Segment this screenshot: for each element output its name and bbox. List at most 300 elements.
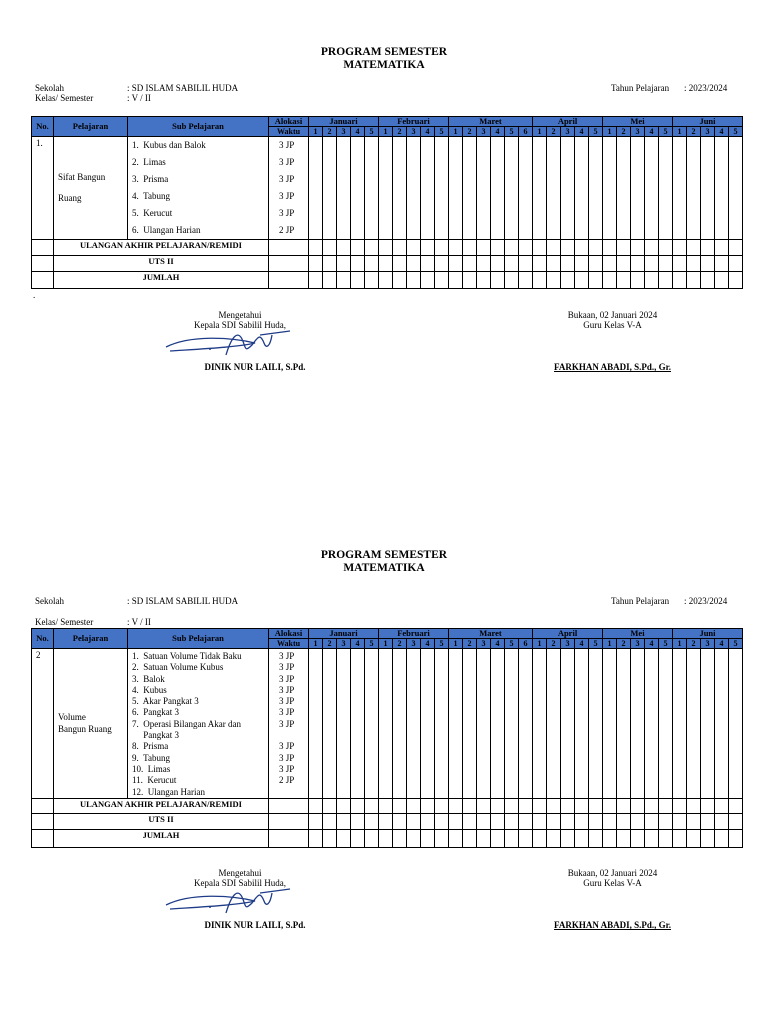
footer-cell	[477, 798, 491, 813]
header-week: 1	[673, 639, 687, 649]
pelajaran-line: Sifat Bangun	[58, 172, 106, 182]
alokasi-value: 3 JP	[279, 718, 295, 729]
week-cell	[463, 649, 477, 799]
footer-cell	[449, 240, 463, 256]
footer-cell	[533, 240, 547, 256]
footer-cell	[477, 256, 491, 272]
header-week: 1	[449, 127, 463, 137]
footer-cell	[323, 829, 337, 847]
header-no: No.	[32, 117, 54, 137]
week-cell	[617, 137, 631, 240]
footer-cell	[701, 829, 715, 847]
footer-cell	[603, 798, 617, 813]
header-week: 1	[309, 639, 323, 649]
footer-cell	[309, 829, 323, 847]
footer-cell	[645, 813, 659, 829]
program-subtitle: MATEMATIKA	[343, 562, 425, 574]
header-week: 4	[351, 639, 365, 649]
footer-cell	[729, 240, 743, 256]
footer-cell	[617, 272, 631, 289]
kelas-label: Kelas/ Semester	[35, 93, 94, 103]
alokasi-value: 3 JP	[279, 191, 295, 201]
header-week: 3	[631, 639, 645, 649]
week-cell	[379, 137, 393, 240]
footer-cell	[505, 829, 519, 847]
week-cell	[449, 137, 463, 240]
sub-pelajaran-item: Pangkat 3	[132, 730, 179, 741]
footer-cell	[715, 829, 729, 847]
header-week: 1	[309, 127, 323, 137]
footer-cell	[393, 798, 407, 813]
footer-cell	[631, 256, 645, 272]
header-week: 6	[519, 127, 533, 137]
week-cell	[715, 649, 729, 799]
footer-cell	[715, 240, 729, 256]
footer-cell	[547, 813, 561, 829]
footer-cell	[631, 829, 645, 847]
header-week: 3	[701, 639, 715, 649]
footer-cell	[659, 240, 673, 256]
header-month: Februari	[379, 629, 449, 639]
header-week: 4	[715, 639, 729, 649]
footer-cell	[491, 256, 505, 272]
header-week: 1	[603, 639, 617, 649]
footer-cell	[337, 256, 351, 272]
program-subtitle: MATEMATIKA	[343, 59, 425, 71]
footer-cell	[351, 272, 365, 289]
header-week: 5	[435, 127, 449, 137]
header-week: 3	[407, 127, 421, 137]
footer-cell	[575, 272, 589, 289]
header-week: 4	[491, 127, 505, 137]
footer-cell	[547, 798, 561, 813]
header-week: 1	[603, 127, 617, 137]
footer-cell	[589, 256, 603, 272]
header-week: 5	[435, 639, 449, 649]
footer-row-label: JUMLAH	[54, 272, 269, 289]
sig-left-name: DINIK NUR LAILI, S.Pd.	[204, 362, 306, 372]
week-cell	[547, 137, 561, 240]
footer-cell	[379, 829, 393, 847]
footer-cell	[505, 240, 519, 256]
footer-cell	[589, 240, 603, 256]
tahun-value: : 2023/2024	[684, 596, 728, 606]
sub-pelajaran-item: 7. Operasi Bilangan Akar dan	[132, 718, 241, 729]
footer-cell	[715, 813, 729, 829]
header-pelajaran: Pelajaran	[54, 117, 128, 137]
week-cell	[701, 649, 715, 799]
footer-cell	[603, 813, 617, 829]
footer-cell	[269, 272, 309, 289]
signature-drawing	[160, 883, 300, 919]
footer-cell	[701, 240, 715, 256]
header-week: 1	[533, 639, 547, 649]
header-week: 2	[547, 127, 561, 137]
footer-cell	[575, 829, 589, 847]
footer-cell	[309, 272, 323, 289]
footer-cell	[269, 256, 309, 272]
kelas-value: : V / II	[127, 93, 151, 103]
footer-cell	[519, 813, 533, 829]
sub-pelajaran-cell	[128, 137, 269, 240]
footer-cell	[533, 813, 547, 829]
footer-cell	[505, 813, 519, 829]
footer-cell	[505, 272, 519, 289]
sig-right-name: FARKHAN ABADI, S.Pd., Gr.	[553, 920, 671, 930]
sig-right-place-date: Bukaan, 02 Januari 2024	[567, 868, 658, 878]
week-cell	[477, 137, 491, 240]
footer-cell	[379, 272, 393, 289]
footer-cell	[687, 829, 701, 847]
footer-cell	[645, 240, 659, 256]
week-cell	[309, 137, 323, 240]
footer-row-label: UTS II	[54, 813, 269, 829]
header-week: 5	[365, 639, 379, 649]
header-week: 1	[673, 127, 687, 137]
header-month: Februari	[379, 117, 449, 127]
footer-cell	[323, 240, 337, 256]
header-week: 1	[533, 127, 547, 137]
footer-cell	[435, 240, 449, 256]
footer-cell	[645, 272, 659, 289]
week-cell	[673, 137, 687, 240]
header-week: 2	[463, 127, 477, 137]
footer-blank	[32, 829, 54, 847]
sig-left-caption: Mengetahui	[218, 310, 262, 320]
week-cell	[659, 649, 673, 799]
footer-cell	[729, 272, 743, 289]
footer-cell	[421, 829, 435, 847]
week-cell	[407, 649, 421, 799]
footer-cell	[715, 798, 729, 813]
header-week: 5	[659, 127, 673, 137]
tahun-label: Tahun Pelajaran	[611, 596, 670, 606]
footer-cell	[365, 272, 379, 289]
footer-cell	[449, 813, 463, 829]
footer-cell	[435, 272, 449, 289]
footer-cell	[659, 256, 673, 272]
week-cell	[687, 649, 701, 799]
sub-pelajaran-item: 11. Kerucut	[132, 775, 177, 786]
footer-cell	[407, 256, 421, 272]
week-cell	[631, 649, 645, 799]
footer-cell	[477, 829, 491, 847]
week-cell	[533, 137, 547, 240]
week-cell	[589, 649, 603, 799]
kelas-value: : V / II	[127, 617, 151, 627]
footer-cell	[435, 256, 449, 272]
alokasi-value: 3 JP	[279, 208, 295, 218]
week-cell	[603, 649, 617, 799]
header-week: 4	[421, 127, 435, 137]
footer-blank	[32, 798, 54, 813]
footer-cell	[519, 272, 533, 289]
footer-cell	[351, 798, 365, 813]
header-sub-pelajaran: Sub Pelajaran	[128, 117, 269, 137]
sig-left-role: Kepala SDI Sabilil Huda,	[194, 320, 286, 330]
pelajaran-cell	[54, 649, 128, 799]
footer-blank	[32, 256, 54, 272]
footer-cell	[435, 813, 449, 829]
footer-cell	[505, 256, 519, 272]
header-month: April	[533, 629, 603, 639]
footer-cell	[575, 256, 589, 272]
footer-cell	[729, 813, 743, 829]
footer-cell	[519, 240, 533, 256]
alokasi-value: 3 JP	[279, 696, 295, 707]
header-month: Maret	[449, 117, 533, 127]
footer-cell	[365, 813, 379, 829]
footer-cell	[561, 813, 575, 829]
week-cell	[519, 137, 533, 240]
week-cell	[309, 649, 323, 799]
header-month: Januari	[309, 117, 379, 127]
footer-cell	[269, 813, 309, 829]
footer-cell	[435, 798, 449, 813]
footer-cell	[701, 798, 715, 813]
pelajaran-line: Bangun Ruang	[58, 724, 112, 735]
week-cell	[603, 137, 617, 240]
header-month: April	[533, 117, 603, 127]
sub-pelajaran-item: 1. Satuan Volume Tidak Baku	[132, 651, 242, 661]
footer-cell	[379, 798, 393, 813]
footer-cell	[463, 798, 477, 813]
footer-cell	[337, 272, 351, 289]
footer-cell	[603, 272, 617, 289]
footer-cell	[701, 256, 715, 272]
week-cell	[351, 137, 365, 240]
alokasi-value	[279, 787, 308, 798]
footer-cell	[631, 240, 645, 256]
sekolah-value: : SD ISLAM SABILIL HUDA	[127, 596, 239, 606]
footer-cell	[533, 256, 547, 272]
week-cell	[491, 137, 505, 240]
sig-right-name: FARKHAN ABADI, S.Pd., Gr.	[553, 362, 671, 372]
header-week: 2	[323, 127, 337, 137]
header-alokasi: Alokasi	[269, 629, 309, 639]
footer-cell	[729, 829, 743, 847]
footer-cell	[701, 813, 715, 829]
week-cell	[407, 137, 421, 240]
footer-cell	[435, 829, 449, 847]
footer-cell	[659, 798, 673, 813]
footer-cell	[491, 272, 505, 289]
sekolah-label: Sekolah	[35, 596, 64, 606]
sub-pelajaran-item: 5. Akar Pangkat 3	[132, 696, 199, 707]
header-week: 4	[645, 639, 659, 649]
header-week: 2	[687, 127, 701, 137]
footer-cell	[561, 829, 575, 847]
kelas-label: Kelas/ Semester	[35, 617, 94, 627]
week-cell	[729, 649, 743, 799]
week-cell	[645, 137, 659, 240]
footer-cell	[477, 240, 491, 256]
sub-pelajaran-item: 8. Prisma	[132, 741, 169, 752]
alokasi-value: 3 JP	[279, 174, 295, 184]
footer-cell	[421, 240, 435, 256]
alokasi-value: 3 JP	[279, 763, 295, 774]
week-cell	[337, 649, 351, 799]
footer-cell	[421, 256, 435, 272]
footer-cell	[673, 256, 687, 272]
program-table	[31, 116, 743, 289]
header-week: 3	[561, 127, 575, 137]
week-cell	[561, 137, 575, 240]
week-cell	[365, 137, 379, 240]
footer-cell	[421, 798, 435, 813]
sekolah-value: : SD ISLAM SABILIL HUDA	[127, 83, 239, 93]
week-cell	[379, 649, 393, 799]
sub-pelajaran-item: 3. Balok	[132, 673, 165, 684]
sig-right-place-date: Bukaan, 02 Januari 2024	[567, 310, 658, 320]
footer-cell	[561, 240, 575, 256]
footer-cell	[309, 798, 323, 813]
header-week: 2	[547, 639, 561, 649]
footer-cell	[617, 829, 631, 847]
header-month: Juni	[673, 117, 743, 127]
footer-cell	[309, 813, 323, 829]
footer-cell	[379, 813, 393, 829]
footer-cell	[393, 256, 407, 272]
footer-cell	[617, 813, 631, 829]
header-week: 1	[449, 639, 463, 649]
header-month: Januari	[309, 629, 379, 639]
footer-cell	[533, 829, 547, 847]
week-cell	[701, 137, 715, 240]
week-cell	[547, 649, 561, 799]
week-cell	[393, 649, 407, 799]
week-cell	[463, 137, 477, 240]
footer-cell	[603, 256, 617, 272]
footer-cell	[575, 813, 589, 829]
footer-cell	[519, 829, 533, 847]
footer-cell	[589, 272, 603, 289]
footer-cell	[407, 272, 421, 289]
footer-cell	[407, 798, 421, 813]
week-cell	[351, 649, 365, 799]
footer-row-label: ULANGAN AKHIR PELAJARAN/REMIDI	[54, 240, 269, 256]
week-cell	[533, 649, 547, 799]
header-week: 3	[561, 639, 575, 649]
alokasi-value: 3 JP	[279, 707, 295, 718]
footer-cell	[491, 240, 505, 256]
footer-row-label: ULANGAN AKHIR PELAJARAN/REMIDI	[54, 798, 269, 813]
header-week: 4	[645, 127, 659, 137]
footer-cell	[547, 272, 561, 289]
header-week: 2	[393, 639, 407, 649]
header-week: 3	[477, 639, 491, 649]
sub-pelajaran-item: 3. Prisma	[132, 174, 169, 184]
footer-cell	[701, 272, 715, 289]
header-month: Mei	[603, 117, 673, 127]
footer-cell	[631, 272, 645, 289]
footer-cell	[617, 798, 631, 813]
footer-cell	[589, 798, 603, 813]
program-title: PROGRAM SEMESTER	[320, 46, 448, 58]
footer-cell	[477, 272, 491, 289]
header-week: 5	[505, 639, 519, 649]
footer-cell	[547, 240, 561, 256]
sig-left-caption: Mengetahui	[218, 868, 262, 878]
footer-cell	[393, 829, 407, 847]
header-week: 3	[477, 127, 491, 137]
week-cell	[673, 649, 687, 799]
week-cell	[393, 137, 407, 240]
footer-cell	[323, 813, 337, 829]
footer-cell	[617, 240, 631, 256]
header-week: 4	[421, 639, 435, 649]
footer-cell	[393, 813, 407, 829]
week-cell	[449, 649, 463, 799]
header-week: 5	[659, 639, 673, 649]
header-week: 3	[337, 639, 351, 649]
footer-cell	[421, 272, 435, 289]
footer-cell	[393, 272, 407, 289]
footer-cell	[505, 798, 519, 813]
footer-cell	[561, 272, 575, 289]
header-week: 5	[729, 127, 743, 137]
header-month: Maret	[449, 629, 533, 639]
week-cell	[687, 137, 701, 240]
header-week: 1	[379, 127, 393, 137]
footer-cell	[589, 829, 603, 847]
footer-cell	[351, 813, 365, 829]
footer-cell	[365, 240, 379, 256]
footer-cell	[645, 829, 659, 847]
week-cell	[505, 649, 519, 799]
alokasi-value: 3 JP	[279, 752, 295, 763]
footer-cell	[269, 240, 309, 256]
alokasi-value: 3 JP	[279, 140, 295, 150]
footer-cell	[631, 798, 645, 813]
footer-cell	[491, 829, 505, 847]
sekolah-label: Sekolah	[35, 83, 64, 93]
sub-pelajaran-item: 5. Kerucut	[132, 208, 173, 218]
header-week: 5	[589, 127, 603, 137]
week-cell	[477, 649, 491, 799]
header-month: Juni	[673, 629, 743, 639]
header-week: 3	[631, 127, 645, 137]
stray-dot: .	[33, 290, 36, 300]
week-cell	[575, 137, 589, 240]
week-cell	[631, 137, 645, 240]
header-week: 2	[323, 639, 337, 649]
footer-cell	[659, 829, 673, 847]
footer-cell	[491, 813, 505, 829]
week-cell	[365, 649, 379, 799]
week-cell	[645, 649, 659, 799]
footer-row-label: UTS II	[54, 256, 269, 272]
header-week: 4	[575, 127, 589, 137]
footer-cell	[337, 240, 351, 256]
footer-cell	[351, 829, 365, 847]
alokasi-value: 3 JP	[279, 673, 295, 684]
footer-cell	[687, 798, 701, 813]
week-cell	[659, 137, 673, 240]
header-week: 3	[337, 127, 351, 137]
header-week: 2	[687, 639, 701, 649]
footer-cell	[351, 256, 365, 272]
sub-pelajaran-item: 2. Limas	[132, 157, 166, 167]
footer-cell	[673, 240, 687, 256]
week-cell	[435, 137, 449, 240]
footer-cell	[659, 272, 673, 289]
footer-blank	[32, 813, 54, 829]
footer-cell	[407, 829, 421, 847]
footer-cell	[561, 256, 575, 272]
alokasi-cell	[269, 137, 309, 240]
week-cell	[491, 649, 505, 799]
